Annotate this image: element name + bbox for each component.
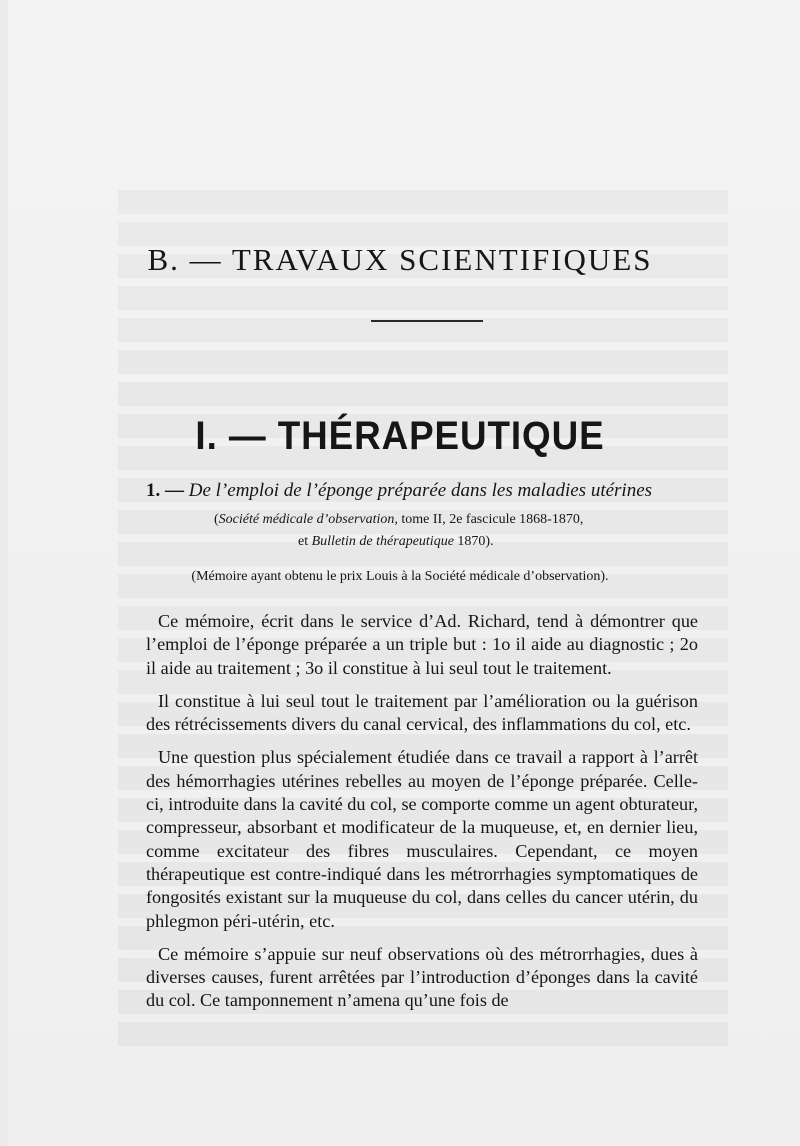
ref-journal-1: Société médicale d’observation,: [218, 512, 398, 527]
section-heading: B. — TRAVAUX SCIENTIFIQUES: [147, 242, 653, 277]
paragraph-4: Ce mémoire s’appuie sur neuf observations où des métrorrhagies, dues à diverses causes, furent arrêtées par l’introduction d’éponges dans la cavité du col. Ce tamponnement n’amena qu’une fois de: [146, 943, 698, 1011]
entry-number: 1. —: [146, 480, 184, 501]
entry-reference-line-2: [298, 532, 494, 552]
ref-open-paren: (: [214, 512, 219, 527]
heading-divider: [371, 320, 483, 322]
paragraph-3: Une question plus spécialement étudiée dans ce travail a rapport à l’arrêt des hémorrhagies utérines rebelles au moyen de l’éponge préparée. Celle-ci, introduite dans la cavité du col, se comporte comme un agent obturateur, compresseur, absorbant et modificateur de la muqueuse, et, en dernier lieu, comme excitateur des fibres musculaires. Cependant, ce moyen thérapeutique est contre-indiqué dans les métrorrhagies symptomatiques de fongosités existant sur la muqueuse du col, dans celles du cancer utérin, du phlegmon péri-utérin, etc.: [146, 747, 698, 931]
ref-journal-2: Bulletin de thérapeutique: [311, 534, 454, 549]
entry-title-text: De l’emploi de l’éponge préparée dans les maladies utérines: [188, 480, 653, 501]
paragraph-2: Il constitue à lui seul tout le traitement par l’amélioration ou la guérison des rétrécissements divers du canal cervical, des inflammations du col, etc.: [146, 690, 698, 735]
prize-note: (Mémoire ayant obtenu le prix Louis à la Société médicale d’observation).: [191, 569, 609, 584]
entry-reference-line-1: [214, 510, 583, 530]
ref-details-1: tome II, 2e fascicule 1868-1870,: [397, 512, 584, 527]
ref-details-2: 1870).: [453, 534, 494, 549]
body-text: [146, 610, 698, 1023]
ref-prefix-2: et: [298, 534, 312, 549]
entry-title: [146, 478, 706, 504]
paragraph-1: Ce mémoire, écrit dans le service d’Ad. Richard, tend à démontrer que l’emploi de l’éponge préparée a un triple but : 1o il aide au diagnostic ; 2o il aide au traitement ; 3o il constitue à lui seul tout le traitement.: [146, 611, 698, 678]
chapter-heading: I. — THÉRAPEUTIQUE: [195, 414, 605, 458]
